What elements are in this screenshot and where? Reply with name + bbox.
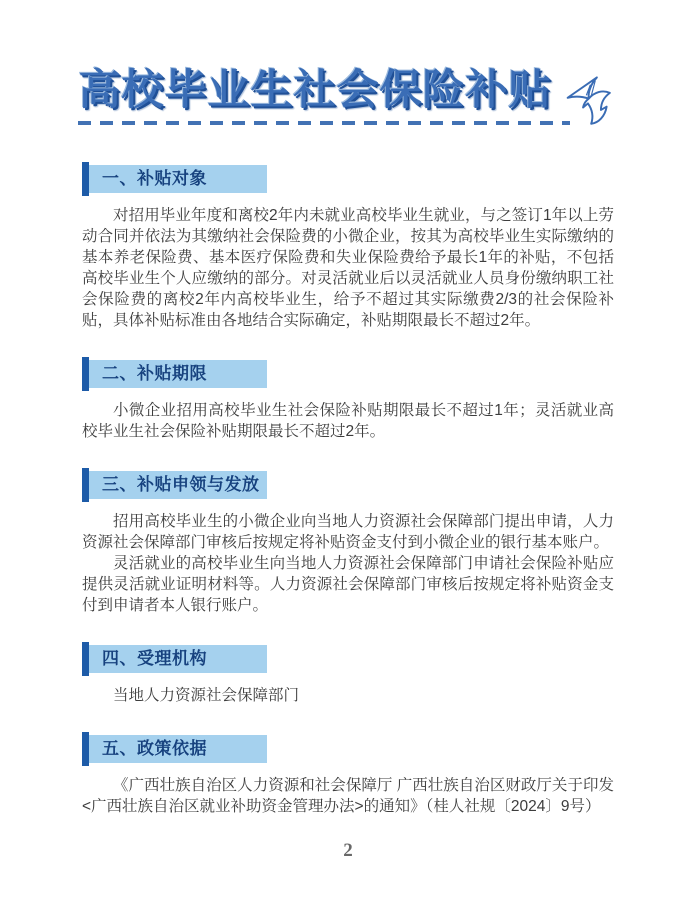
title-underline xyxy=(78,121,569,125)
section-heading: 二、补贴期限 xyxy=(89,360,267,388)
document-header xyxy=(0,0,696,135)
section-paragraph: 招用高校毕业生的小微企业向当地人力资源社会保障部门提出申请，人力资源社会保障部门审核后按规定将补贴资金支付到小微企业的银行基本账户。 xyxy=(82,513,614,551)
section-heading: 四、受理机构 xyxy=(89,645,267,673)
section-accepting-agency xyxy=(82,645,614,706)
section-subsidy-period xyxy=(82,360,614,442)
section-heading: 五、政策依据 xyxy=(89,735,267,763)
section-paragraph: 《广西壮族自治区人力资源和社会保障厅 广西壮族自治区财政厅关于印发<广西壮族自治区就业补助资金管理办法>的通知》（桂人社规〔2024〕9号） xyxy=(82,777,614,815)
content xyxy=(0,165,696,817)
page-number: 2 xyxy=(343,840,353,861)
section-paragraph: 灵活就业的高校毕业生向当地人力资源社会保障部门申请社会保险补贴应提供灵活就业证明材料等。人力资源社会保障部门审核后按规定将补贴资金支付到申请者本人银行账户。 xyxy=(82,555,614,614)
page-footer xyxy=(0,840,696,862)
section-paragraph: 小微企业招用高校毕业生社会保险补贴期限最长不超过1年；灵活就业高校毕业生社会保险补贴期限最长不超过2年。 xyxy=(82,402,614,440)
page-title: 高校毕业生社会保险补贴 xyxy=(78,65,552,114)
title-block xyxy=(78,66,551,125)
section-policy-basis xyxy=(82,735,614,817)
section-paragraph: 对招用毕业年度和离校2年内未就业高校毕业生就业，与之签订1年以上劳动合同并依法为其缴纳社会保险费的小微企业，按其为高校毕业生实际缴纳的基本养老保险费、基本医疗保险费和失业保险费给予最长1年的补贴，不包括高校毕业生个人应缴纳的部分。对灵活就业后以灵活就业人员身份缴纳职工社会保险费的离校2年内高校毕业生，给予不超过其实际缴费2/3的社会保险补贴，具体补贴标准由各地结合实际确定，补贴期限最长不超过2年。 xyxy=(82,207,614,329)
section-application-and-disbursement xyxy=(82,471,614,616)
section-paragraph: 当地人力资源社会保障部门 xyxy=(113,687,300,704)
section-heading: 一、补贴对象 xyxy=(89,165,267,193)
down-arrow-icon xyxy=(566,72,618,135)
section-heading: 三、补贴申领与发放 xyxy=(89,471,267,499)
section-subsidy-target xyxy=(82,165,614,331)
